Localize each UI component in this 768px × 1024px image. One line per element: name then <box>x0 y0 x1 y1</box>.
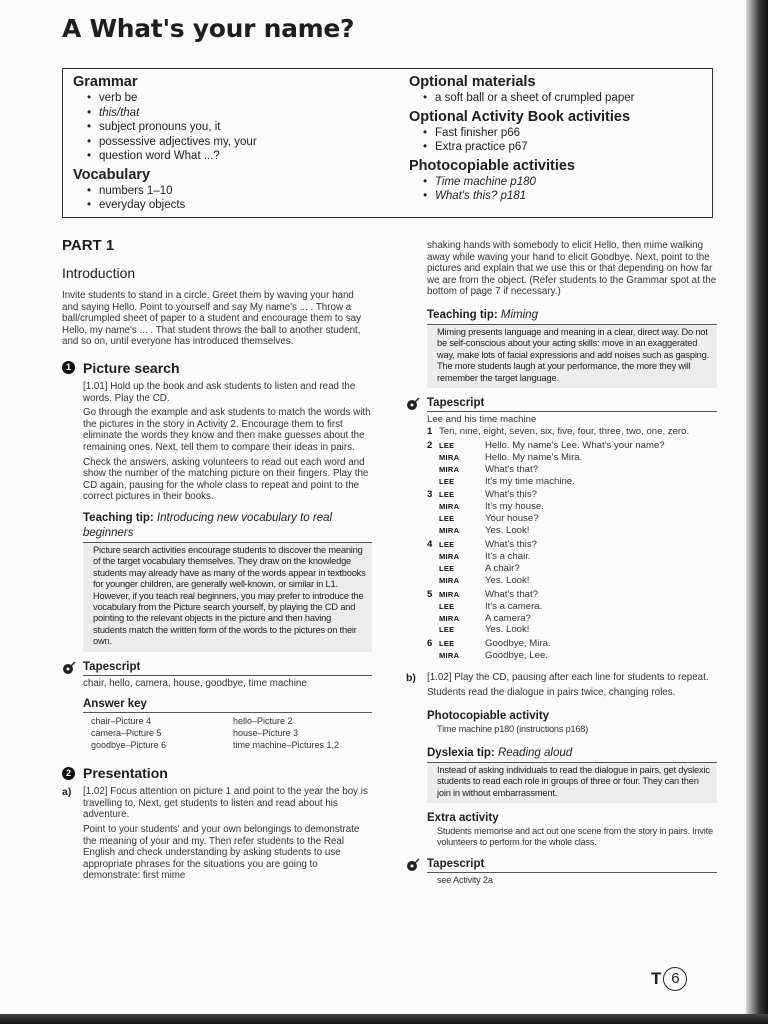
dialogue-speaker: MIRA <box>439 551 460 561</box>
dialogue-text: What's that? <box>485 588 539 600</box>
dialogue-speaker: MIRA <box>439 526 460 536</box>
extra-activity-heading: Extra activity <box>427 811 499 824</box>
dialogue-number <box>427 476 439 488</box>
dialogue-line <box>427 464 717 476</box>
dialogue-number: 3 <box>427 489 433 501</box>
activity-book-item: • Extra practice p67 <box>409 140 709 155</box>
dialogue-text: Ten, nine, eight, seven, six, five, four, three, two, one, zero. <box>439 425 690 437</box>
dialogue-text: A camera? <box>485 612 531 624</box>
tapescript-title: Tapescript <box>427 396 717 412</box>
dialogue-line <box>427 624 717 636</box>
dialogue-number <box>427 613 439 625</box>
tapescript-heading <box>62 660 372 676</box>
dialogue-line <box>427 613 717 625</box>
dialogue-text: Yes. Look! <box>485 525 530 537</box>
dialogue-text: A chair? <box>485 562 520 574</box>
part-heading: PART 1 <box>62 237 115 254</box>
dialogue-text: It's a chair. <box>485 550 531 562</box>
dialogue-text: Hello. My name's Lee. What's your name? <box>485 439 665 451</box>
section-heading-presentation <box>62 765 372 781</box>
optional-materials-item: • a soft ball or a sheet of crumpled paper <box>409 91 709 106</box>
step-label: b) <box>406 672 416 685</box>
photocopiable-list <box>409 175 709 204</box>
teaching-tip-topic: Introducing new vocabulary to real beginners <box>83 511 333 539</box>
dialogue-text: Hello. My name's Mira. <box>485 451 583 463</box>
dialogue-line <box>427 452 717 464</box>
dialogue-number: 2 <box>427 439 433 451</box>
optional-materials-list <box>409 91 709 106</box>
dialogue-speaker: MIRA <box>439 575 460 585</box>
right-column <box>406 240 717 886</box>
teaching-tip-box <box>83 511 372 652</box>
presentation-step-b <box>406 672 717 701</box>
optional-materials-heading: Optional materials <box>409 74 536 90</box>
dialogue-number <box>427 624 439 636</box>
dialogue-text: It's my time machine. <box>485 475 575 487</box>
teaching-tip-label: Teaching tip: <box>427 308 498 321</box>
answer-item: house–Picture 3 <box>233 728 299 739</box>
dialogue-speaker: MIRA <box>439 502 460 512</box>
dialogue-number <box>427 525 439 537</box>
tapescript-title: Tapescript <box>83 660 372 676</box>
step-b-text-1: [1.02] Play the CD, pausing after each line for students to repeat. <box>427 672 709 684</box>
dialogue-speaker: MIRA <box>439 613 460 623</box>
section-title: Picture search <box>83 359 180 376</box>
grammar-item: • possessive adjectives my, your <box>73 135 393 150</box>
dialogue-line <box>427 551 717 563</box>
dialogue-number: 4 <box>427 539 433 551</box>
dialogue-speaker: MIRA <box>439 452 460 462</box>
dialogue-line <box>427 489 717 501</box>
section-heading-picture-search <box>62 360 372 376</box>
continued-text: shaking hands with somebody to elicit Hello, then mime walking away while waving your hand to elicit Goodbye. Next, point to the pictures and explain that we use this or that depending on how far we are from the object. (Refer students to the Grammar spot at the bottom of page 7 if necessary.) <box>427 240 717 298</box>
dialogue-speaker: LEE <box>439 440 455 450</box>
overview-left-column <box>73 71 393 213</box>
dialogue-line <box>427 440 717 452</box>
grammar-item: • question word What ...? <box>73 149 393 164</box>
dialogue-text: Yes. Look! <box>485 624 530 636</box>
dialogue-number <box>427 650 439 662</box>
answer-item: time machine–Pictures 1,2 <box>233 740 340 751</box>
vocabulary-heading: Vocabulary <box>73 166 151 183</box>
dialogue-line <box>427 525 717 537</box>
photocopiable-activity-heading: Photocopiable activity <box>427 710 550 723</box>
page-prefix: T <box>651 969 662 988</box>
dialogue-number <box>427 501 439 513</box>
dialogue-line <box>427 539 717 551</box>
photocopiable-item: • What's this? p181 <box>409 189 709 204</box>
dialogue <box>427 414 717 662</box>
activity-book-item: • Fast finisher p66 <box>409 126 709 141</box>
dialogue-line <box>427 563 717 575</box>
dialogue-intro: Lee and his time machine <box>427 414 537 425</box>
dyslexia-tip-heading <box>427 746 717 763</box>
tapescript-text: chair, hello, camera, house, goodbye, time machine <box>83 677 307 689</box>
tapescript-heading <box>406 396 717 412</box>
dialogue-line <box>427 589 717 601</box>
picture-search-step-2: Go through the example and ask students to match the words with the pictures in the story in Activity 2. Encourage them to first eliminate the words they know and then make guesses about the remaining ones. Next, tell them to compare their ideas in pairs. <box>83 407 371 453</box>
picture-search-step-3: Check the answers, asking volunteers to read out each word and show the number of the matching picture on their fingers. Play the CD again, pausing for the whole class to repeat and point to the correct pictures in their books. <box>83 456 369 503</box>
dialogue-text: What's this? <box>485 489 537 501</box>
page-title: A What's your name? <box>62 14 355 43</box>
bottom-edge-shadow <box>0 1014 768 1024</box>
dyslexia-tip-body: Instead of asking individuals to read the dialogue in pairs, get dyslexic students to read each role in groups of three or four. They can then join in without embarrassment. <box>437 764 710 798</box>
dialogue-speaker: MIRA <box>439 651 460 661</box>
activity-book-heading: Optional Activity Book activities <box>409 108 631 125</box>
cd-icon <box>406 397 420 411</box>
dialogue-text: What's that? <box>485 463 539 475</box>
answer-item: hello–Picture 2 <box>233 716 293 727</box>
lesson-overview-box <box>62 68 713 218</box>
cd-icon <box>406 858 420 872</box>
dyslexia-tip-label: Dyslexia tip: <box>427 746 495 759</box>
page-number-circle: 6 <box>663 967 687 991</box>
answer-item: camera–Picture 5 <box>91 728 162 739</box>
dialogue-text: Yes. Look! <box>485 574 530 586</box>
introduction-heading: Introduction <box>62 265 136 281</box>
dialogue-number: 5 <box>427 588 433 600</box>
dialogue-number <box>427 464 439 476</box>
dialogue-text: It's a camera. <box>485 600 543 612</box>
teaching-tip-body: Picture search activities encourage students to discover the meaning of the target vocabulary themselves. They draw on the knowledge students may already have as many of the words appear in textbooks for younger children, are generally well-known, or similar in L1. However, if you teach real beginners, you may prefer to introduce the vocabulary from the Picture search yourself, by playing the CD and pointing to the relevant objects in the picture and then having students match the written form of the words to the pictures on their own. <box>93 544 366 647</box>
vocabulary-item: • everyday objects <box>73 198 393 213</box>
extra-activity-body: Students memorise and act out one scene from the story in pairs. Invite volunteers to perform for the whole class. <box>437 825 713 848</box>
dialogue-speaker: LEE <box>439 563 455 573</box>
teaching-tip-heading <box>83 511 372 543</box>
dialogue-number <box>427 601 439 613</box>
teaching-tip-box <box>427 308 717 388</box>
dialogue-line <box>427 650 717 662</box>
left-column <box>62 236 372 885</box>
teaching-tip-topic: Miming <box>500 308 538 321</box>
dialogue-line <box>427 601 717 613</box>
dialogue-speaker: LEE <box>439 601 455 611</box>
dialogue-line <box>427 575 717 587</box>
section-number-badge: 2 <box>62 767 75 780</box>
presentation-step-a <box>62 786 372 885</box>
grammar-item: • subject pronouns you, it <box>73 120 393 135</box>
dialogue-speaker: LEE <box>439 639 455 649</box>
tapescript-heading <box>406 857 717 873</box>
teaching-tip-heading <box>427 308 717 325</box>
dialogue-speaker: LEE <box>439 490 455 500</box>
dialogue-speaker: MIRA <box>439 464 460 474</box>
tapescript-title: Tapescript <box>427 857 717 873</box>
teaching-tip-label: Teaching tip: <box>83 511 154 524</box>
dialogue-line <box>427 513 717 525</box>
photocopiable-activity-body: Time machine p180 (instructions p168) <box>437 724 589 735</box>
section-title: Presentation <box>83 765 168 782</box>
activity-book-list <box>409 126 709 155</box>
dialogue-text: What's this? <box>485 539 537 551</box>
grammar-item: • verb be <box>73 91 393 106</box>
dialogue-number: 6 <box>427 638 433 650</box>
dyslexia-tip-box <box>427 746 717 803</box>
dialogue-line <box>427 476 717 488</box>
grammar-item: • this/that <box>73 106 393 121</box>
dialogue-speaker: LEE <box>439 625 455 635</box>
dialogue-text: Your house? <box>485 513 539 525</box>
section-number-badge: 1 <box>62 361 75 374</box>
dyslexia-tip-topic: Reading aloud <box>497 746 573 759</box>
step-b-text-2: Students read the dialogue in pairs twice, changing roles. <box>427 686 676 698</box>
dialogue-text: It's my house. <box>485 501 544 513</box>
picture-search-step-1: [1.01] Hold up the book and ask students to listen and read the words. Play the CD. <box>83 380 356 404</box>
dialogue-number <box>427 575 439 587</box>
vocabulary-list <box>73 184 393 213</box>
page-number <box>651 967 687 991</box>
step-label: a) <box>62 786 72 799</box>
cd-icon <box>62 661 76 675</box>
grammar-heading: Grammar <box>73 74 138 90</box>
dialogue-speaker: LEE <box>439 476 455 486</box>
grammar-list <box>73 91 393 164</box>
dialogue-number <box>427 513 439 525</box>
book-spine-shadow <box>746 0 768 1024</box>
answer-item: goodbye–Picture 6 <box>91 740 167 751</box>
dialogue-speaker: LEE <box>439 514 455 524</box>
dialogue-text: Goodbye, Lee. <box>485 650 548 662</box>
presentation-text-2: Point to your students' and your own belongings to demonstrate the meaning of your and my. Then refer students to the Real English and check understanding by asking students to use appropriate phrases for the situations you are going to demonstrate: first mime <box>83 823 360 882</box>
dialogue-number <box>427 452 439 464</box>
dialogue-number <box>427 563 439 575</box>
answer-key-heading: Answer key <box>83 697 372 713</box>
presentation-text-1: [1.02] Focus attention on picture 1 and point to the year the boy is travelling to. Next, get students to listen and read about his adventure. <box>83 786 368 821</box>
introduction-text: Invite students to stand in a circle. Greet them by waving your hand and saying Hello. Point to yourself and say My name's ... . Throw a ball/crumpled sheet of paper to a student and encourage them to say Hello, my name's ... . That student throws the ball to another student, and so on, until everyone has introduced themselves. <box>62 290 361 348</box>
dialogue-line <box>427 426 717 438</box>
tapescript-text: see Activity 2a <box>437 874 493 885</box>
answer-item: chair–Picture 4 <box>91 716 152 727</box>
dialogue-speaker: MIRA <box>439 589 460 599</box>
answer-key-grid <box>91 715 372 751</box>
dialogue-speaker: LEE <box>439 540 455 550</box>
dialogue-text: Goodbye, Mira. <box>485 638 551 650</box>
dialogue-line <box>427 638 717 650</box>
overview-right-column <box>409 71 709 204</box>
dialogue-number: 1 <box>427 425 433 437</box>
teaching-tip-body: Miming presents language and meaning in a clear, direct way. Do not be self-conscious about your acting skills: move in an exaggerated way, make lots of facial expressions and add noises such as gasping. The more students laugh at your performance, the more they will remember the target language. <box>437 326 710 383</box>
photocopiable-heading: Photocopiable activities <box>409 157 575 174</box>
vocabulary-item: • numbers 1–10 <box>73 184 393 199</box>
photocopiable-item: • Time machine p180 <box>409 175 709 190</box>
dialogue-line <box>427 501 717 513</box>
dialogue-number <box>427 551 439 563</box>
